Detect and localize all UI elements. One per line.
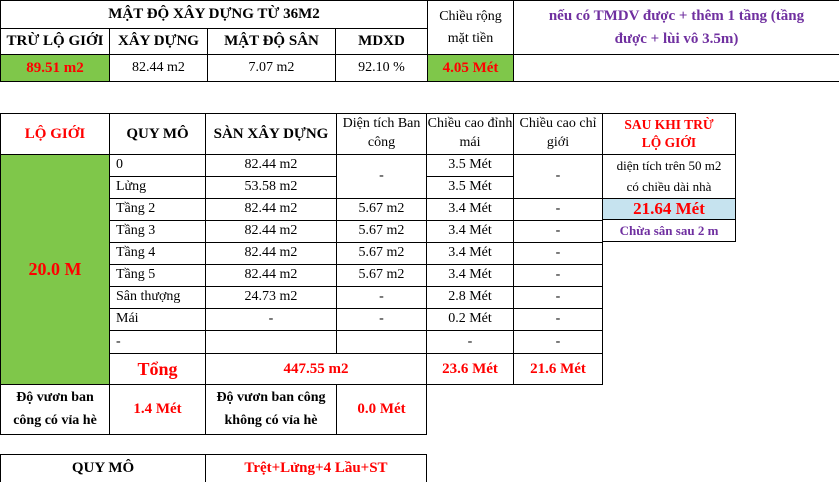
row-dinh-mai[interactable]: 0.2 Mét xyxy=(427,308,514,330)
row-ban-cong[interactable]: 5.67 m2 xyxy=(337,220,427,242)
row-san[interactable]: 82.44 m2 xyxy=(206,154,337,176)
row-name[interactable]: 0 xyxy=(110,154,206,176)
header-title: MẬT ĐỘ XÂY DỰNG TỪ 36M2 xyxy=(0,0,428,28)
balcony-without-value[interactable]: 0.0 Mét xyxy=(337,385,427,435)
row-name[interactable]: - xyxy=(110,330,206,354)
row-chi-gioi[interactable]: - xyxy=(514,264,603,286)
row-san[interactable]: - xyxy=(206,308,337,330)
row-chi-gioi[interactable]: - xyxy=(514,242,603,264)
value-chieu-rong[interactable]: 4.05 Mét xyxy=(428,54,514,82)
value-tru-lo-gioi[interactable]: 89.51 m2 xyxy=(0,54,110,82)
row-chi-gioi[interactable]: - xyxy=(514,154,603,198)
total-chi-gioi[interactable]: 21.6 Mét xyxy=(514,354,603,385)
side-line2: có chiều dài nhà xyxy=(603,176,736,198)
row-name[interactable]: Tầng 4 xyxy=(110,242,206,264)
row-chi-gioi[interactable]: - xyxy=(514,198,603,220)
head-quy-mo: QUY MÔ xyxy=(110,113,206,154)
total-dinh-mai[interactable]: 23.6 Mét xyxy=(427,354,514,385)
row-chi-gioi[interactable]: - xyxy=(514,286,603,308)
head-sau-khi-tru: SAU KHI TRỪ LỘ GIỚI xyxy=(603,113,736,154)
balcony-without-label: Độ vươn ban công không có vỉa hè xyxy=(206,385,337,435)
row-dinh-mai[interactable]: 3.5 Mét xyxy=(427,154,514,176)
row-dinh-mai[interactable]: - xyxy=(427,330,514,354)
side-value[interactable]: 21.64 Mét xyxy=(603,198,736,220)
row-dinh-mai[interactable]: 3.4 Mét xyxy=(427,264,514,286)
total-label: Tổng xyxy=(110,354,206,385)
row-ban-cong[interactable]: 5.67 m2 xyxy=(337,198,427,220)
footer-value[interactable]: Trệt+Lửng+4 Lầu+ST xyxy=(206,454,427,482)
row-chi-gioi[interactable]: - xyxy=(514,220,603,242)
row-name[interactable]: Lửng xyxy=(110,176,206,198)
row-san[interactable] xyxy=(206,330,337,354)
row-san[interactable]: 24.73 m2 xyxy=(206,286,337,308)
row-dinh-mai[interactable]: 3.5 Mét xyxy=(427,176,514,198)
head-chieu-cao-dinh-mai: Chiều cao đỉnh mái xyxy=(427,113,514,154)
row-ban-cong[interactable]: - xyxy=(337,286,427,308)
row-chi-gioi[interactable]: - xyxy=(514,308,603,330)
row-chi-gioi[interactable]: - xyxy=(514,330,603,354)
row-san[interactable]: 82.44 m2 xyxy=(206,220,337,242)
row-ban-cong[interactable] xyxy=(337,330,427,354)
empty-cell[interactable] xyxy=(514,54,839,82)
col-mat-do-san: MẬT ĐỘ SÂN xyxy=(208,28,336,54)
head-dien-tich-ban-cong: Diện tích Ban công xyxy=(337,113,427,154)
value-mat-do-san[interactable]: 7.07 m2 xyxy=(208,54,336,82)
row-ban-cong[interactable]: 5.67 m2 xyxy=(337,242,427,264)
balcony-with-value[interactable]: 1.4 Mét xyxy=(110,385,206,435)
row-name[interactable]: Tầng 3 xyxy=(110,220,206,242)
row-san[interactable]: 53.58 m2 xyxy=(206,176,337,198)
balcony-with-label: Độ vươn ban công có vỉa hè xyxy=(0,385,110,435)
row-san[interactable]: 82.44 m2 xyxy=(206,242,337,264)
value-xay-dung[interactable]: 82.44 m2 xyxy=(110,54,208,82)
row-name[interactable]: Tầng 5 xyxy=(110,264,206,286)
row-san[interactable]: 82.44 m2 xyxy=(206,198,337,220)
total-san[interactable]: 447.55 m2 xyxy=(206,354,427,385)
row-dinh-mai[interactable]: 2.8 Mét xyxy=(427,286,514,308)
row-ban-cong[interactable]: - xyxy=(337,308,427,330)
head-san-xay-dung: SÀN XÂY DỰNG xyxy=(206,113,337,154)
col-mdxd: MDXD xyxy=(336,28,428,54)
header-note: nếu có TMDV được + thêm 1 tầng (tầng được + lùi vô 3.5m) xyxy=(514,0,839,54)
header-chieu-rong: Chiều rộng mặt tiền xyxy=(428,0,514,54)
row-san[interactable]: 82.44 m2 xyxy=(206,264,337,286)
side-line1: diện tích trên 50 m2 xyxy=(603,154,736,176)
row-ban-cong[interactable]: - xyxy=(337,154,427,198)
col-tru-lo-gioi: TRỪ LỘ GIỚI xyxy=(0,28,110,54)
row-name[interactable]: Sân thượng xyxy=(110,286,206,308)
head-chieu-cao-chi-gioi: Chiều cao chỉ giới xyxy=(514,113,603,154)
row-dinh-mai[interactable]: 3.4 Mét xyxy=(427,198,514,220)
head-lo-gioi: LỘ GIỚI xyxy=(0,113,110,154)
value-mdxd[interactable]: 92.10 % xyxy=(336,54,428,82)
lo-gioi-value[interactable]: 20.0 M xyxy=(0,154,110,385)
row-name[interactable]: Tầng 2 xyxy=(110,198,206,220)
row-dinh-mai[interactable]: 3.4 Mét xyxy=(427,242,514,264)
footer-label: QUY MÔ xyxy=(0,454,206,482)
side-note: Chừa sân sau 2 m xyxy=(603,220,736,242)
col-xay-dung: XÂY DỰNG xyxy=(110,28,208,54)
row-ban-cong[interactable]: 5.67 m2 xyxy=(337,264,427,286)
row-dinh-mai[interactable]: 3.4 Mét xyxy=(427,220,514,242)
row-name[interactable]: Mái xyxy=(110,308,206,330)
